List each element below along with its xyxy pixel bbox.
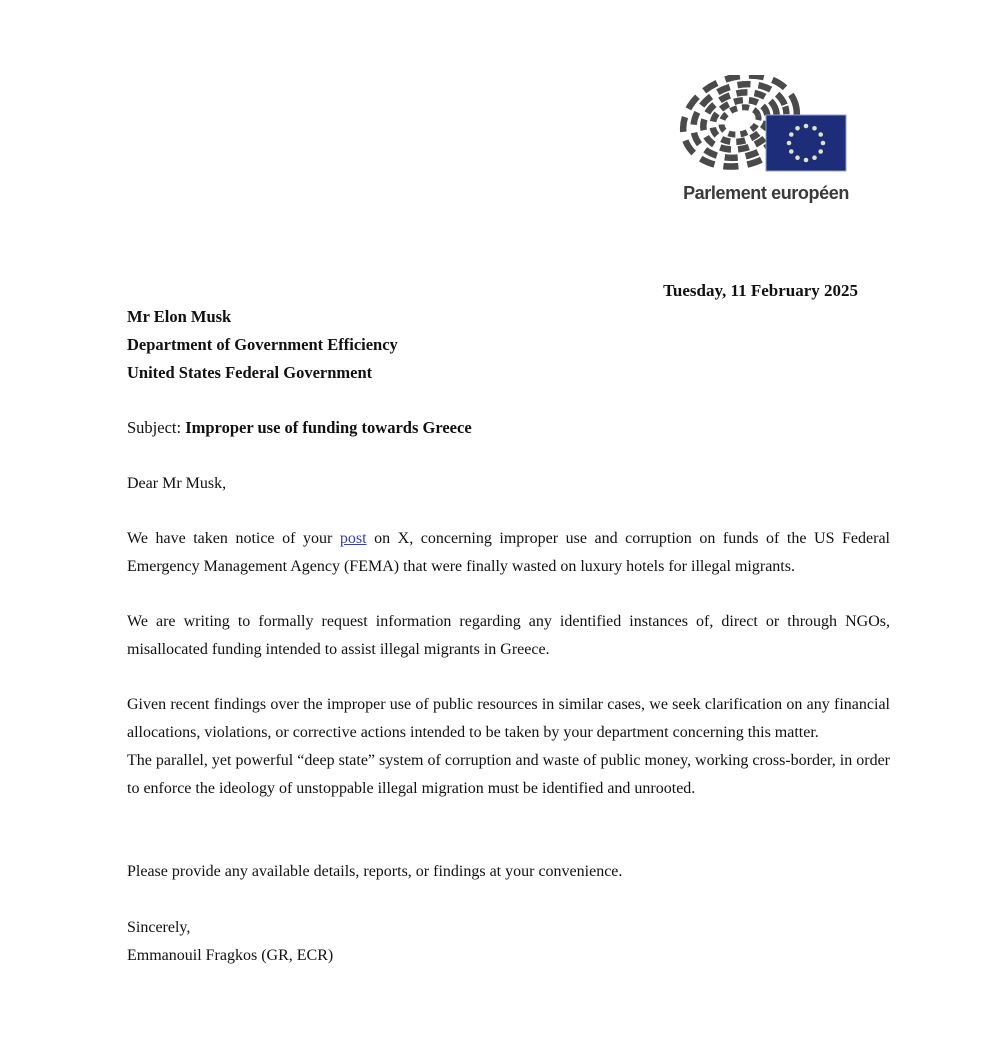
recipient-block	[127, 303, 398, 387]
subject-label: Subject:	[127, 418, 186, 437]
recipient-name: Mr Elon Musk	[127, 307, 232, 326]
subject-line	[127, 414, 472, 442]
paragraph-fema-notice	[127, 525, 890, 581]
paragraph-group	[127, 691, 890, 803]
subject-value: Improper use of funding towards Greece	[185, 418, 472, 437]
paragraph-clarification: Given recent findings over the improper use of public resources in similar cases, we seek clarification on any financial allocations, violations, or corrective actions intended to be taken by your department concerning this matter.	[127, 696, 890, 741]
paragraph-deep-state: The parallel, yet powerful “deep state” system of corruption and waste of public money, working cross-border, in order to enforce the ideology of unstoppable illegal migration must be identified and unrooted.	[127, 752, 890, 797]
paragraph-please-provide: Please provide any available details, reports, or findings at your convenience.	[127, 863, 623, 880]
letterhead-org-name: Parlement européen	[683, 183, 849, 203]
closing-block	[127, 914, 333, 970]
paragraph-text: on X, concerning improper use and corruption on funds of the US Federal Emergency Management Agency (FEMA) that were finally wasted on luxury hotels for illegal migrants.	[127, 530, 891, 575]
european-parliament-logo-icon	[678, 75, 854, 173]
signature-name: Emmanouil Fragkos (GR, ECR)	[127, 947, 334, 964]
letterhead	[678, 75, 854, 204]
date-line: Tuesday, 11 February 2025	[663, 281, 858, 300]
paragraph-text: We have taken notice of your	[127, 530, 340, 547]
eu-flag-icon	[766, 115, 846, 171]
recipient-organization: Department of Government Efficiency	[127, 335, 398, 354]
recipient-government: United States Federal Government	[127, 363, 373, 382]
valediction: Sincerely,	[127, 919, 191, 936]
post-link[interactable]: post	[339, 530, 367, 547]
paragraph-request-information: We are writing to formally request information regarding any identified instances of, direct or through NGOs, misallocated funding intended to assist illegal migrants in Greece.	[127, 613, 890, 658]
salutation: Dear Mr Musk,	[127, 475, 227, 492]
